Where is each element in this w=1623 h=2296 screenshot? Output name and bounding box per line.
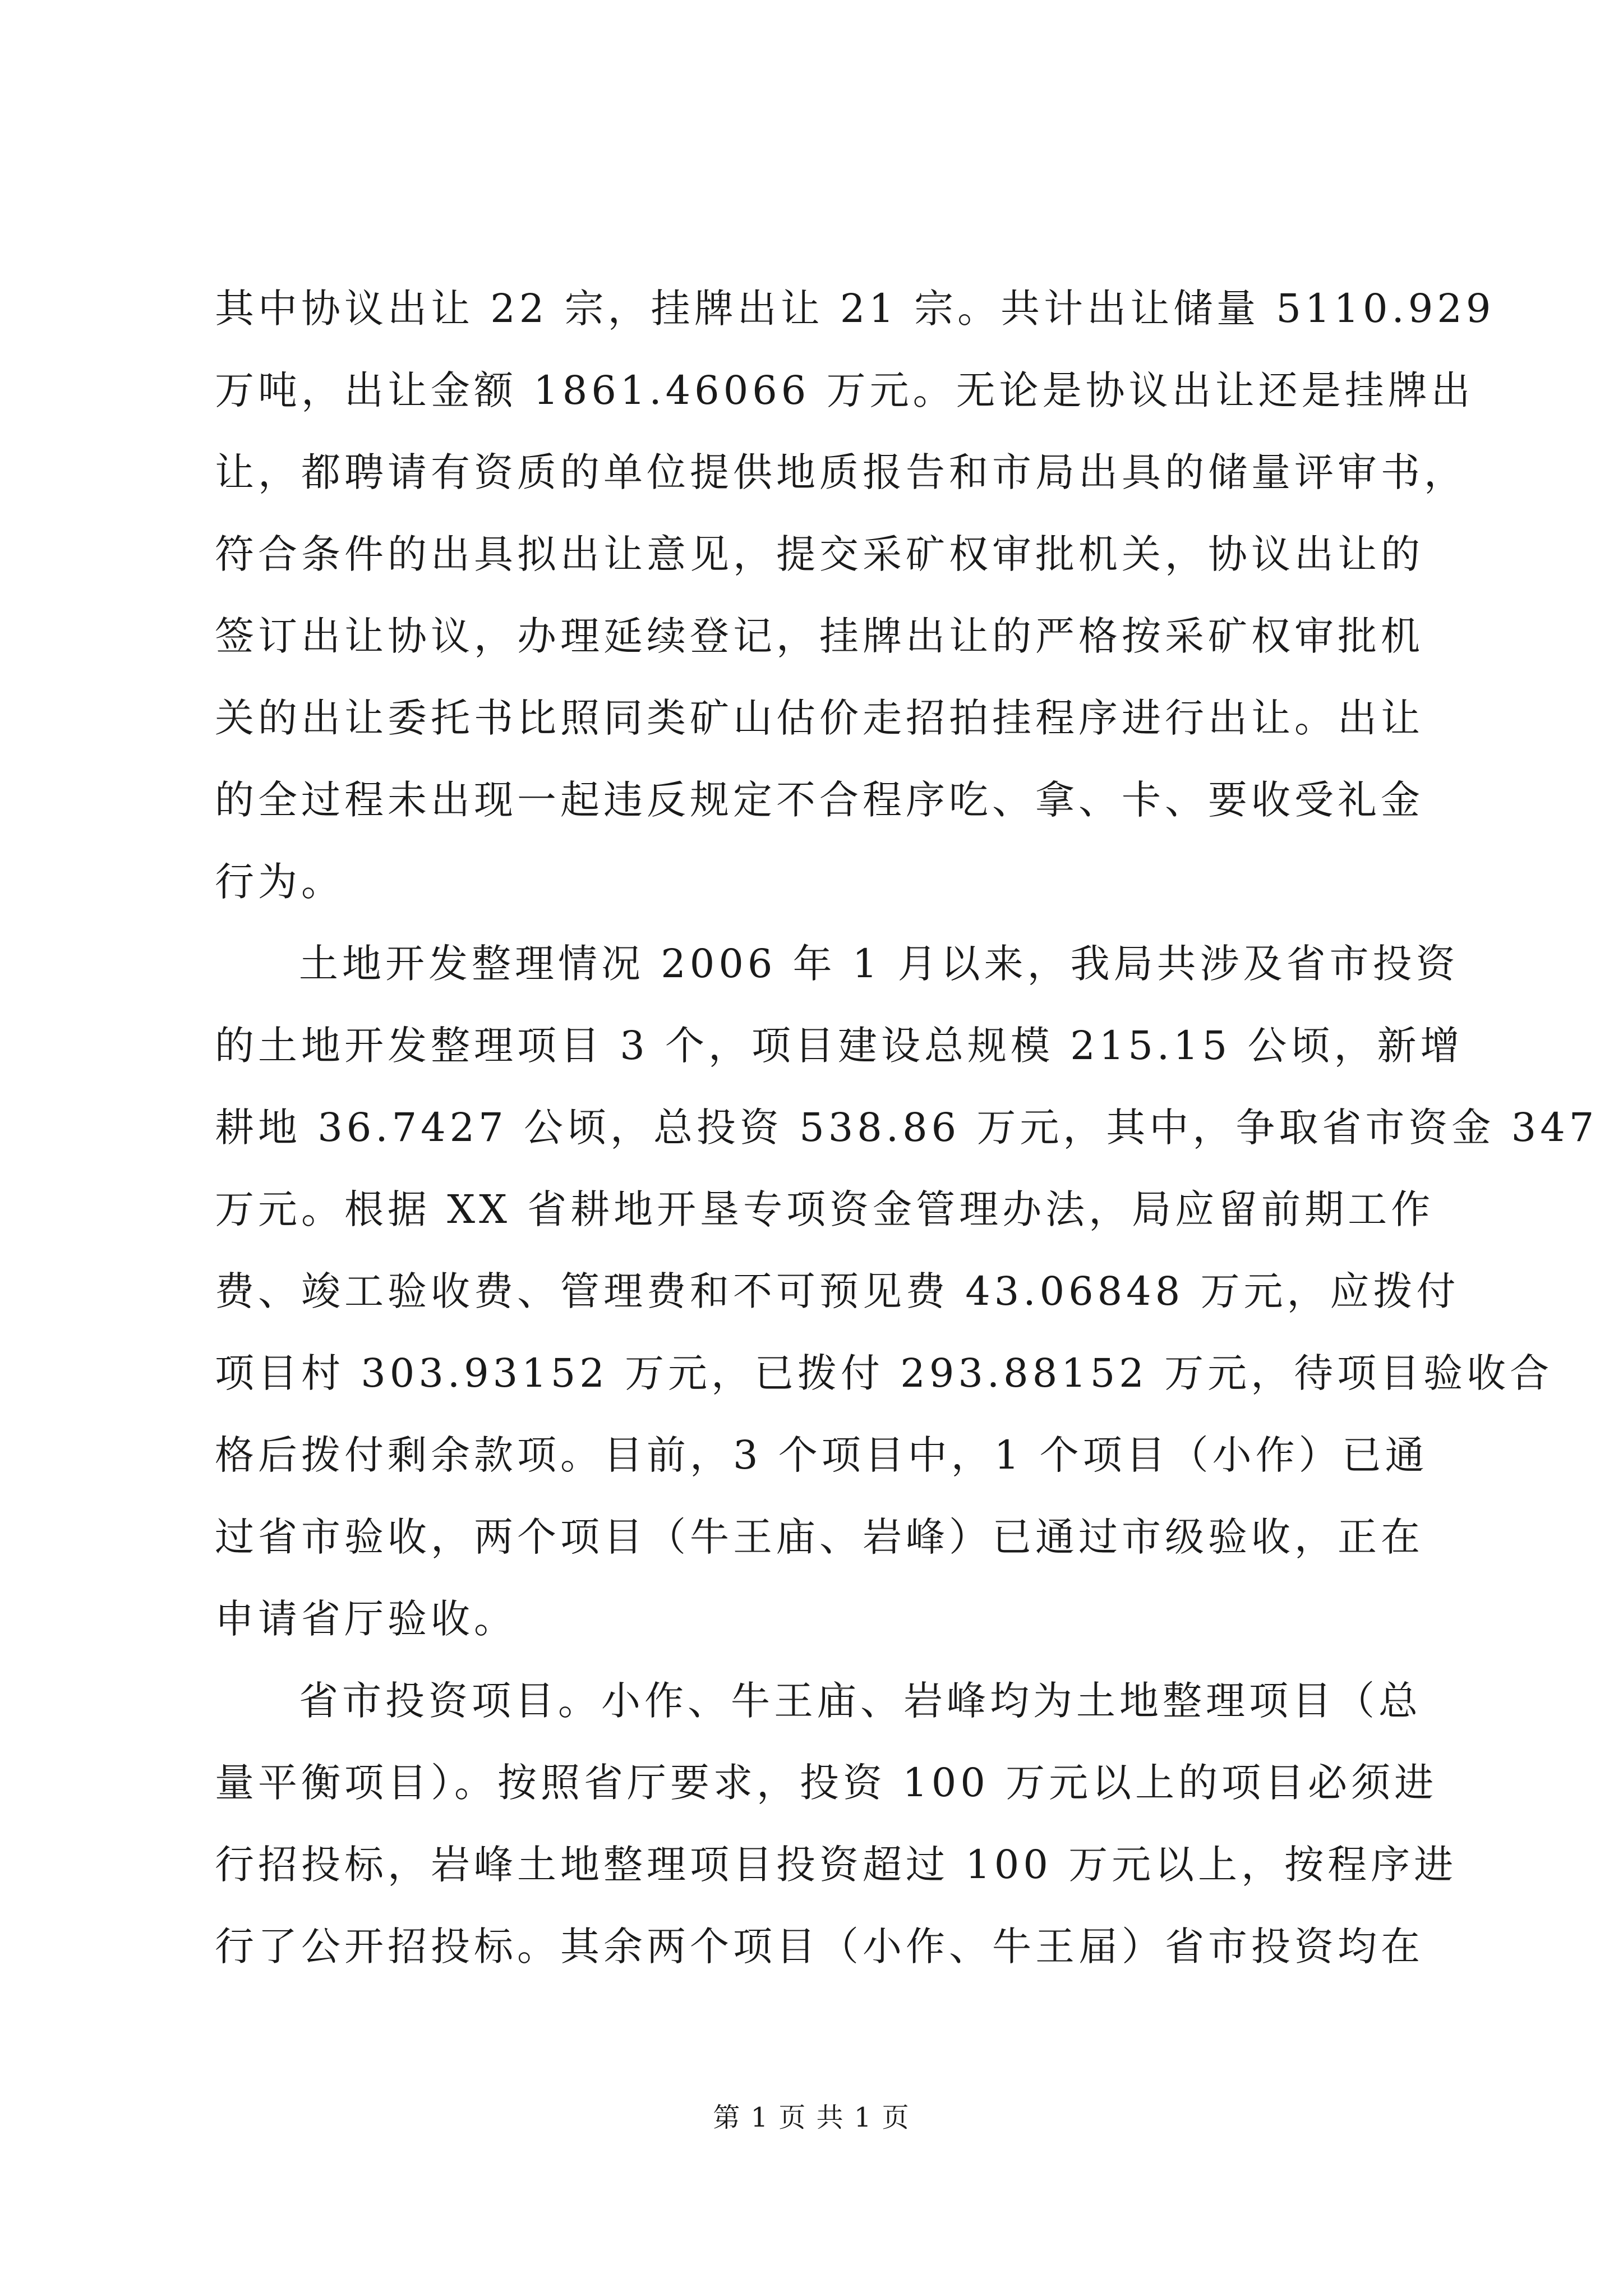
text-line: 申请省厅验收。 [215,1596,517,1642]
body-text [215,268,1598,1987]
text-line: 的全过程未出现一起违反规定不合程序吃、拿、卡、要收受礼金 [215,777,1424,823]
text-line: 行招投标，岩峰土地整理项目投资超过 100 万元以上，按程序进 [215,1842,1458,1888]
text-line: 符合条件的出具拟出让意见，提交采矿权审批机关，协议出让的 [215,531,1424,577]
paragraph-2 [215,923,1598,1660]
text-line: 过省市验收，两个项目（牛王庙、岩峰）已通过市级验收，正在 [215,1514,1424,1560]
text-line: 让，都聘请有资质的单位提供地质报告和市局出具的储量评审书， [215,449,1467,495]
text-line: 的土地开发整理项目 3 个，项目建设总规模 215.15 公顷，新增 [215,1023,1464,1069]
text-line: 费、竣工验收费、管理费和不可预见费 43.06848 万元，应拨付 [215,1268,1460,1314]
text-line: 签订出让协议，办理延续登记，挂牌出让的严格按采矿权审批机 [215,613,1424,659]
text-line: 项目村 303.93152 万元，已拨付 293.88152 万元，待项目验收合 [215,1350,1553,1396]
text-line: 行为。 [215,859,344,905]
paragraph-3 [215,1660,1458,1987]
text-line: 行了公开招投标。其余两个项目（小作、牛王届）省市投资均在 [215,1924,1424,1970]
page-footer: 第 1 页 共 1 页 [713,2102,910,2133]
text-line: 量平衡项目）。按照省厅要求，投资 100 万元以上的项目必须进 [215,1760,1438,1806]
text-line: 耕地 36.7427 公顷，总投资 538.86 万元，其中，争取省市资金 347 [215,1105,1598,1151]
text-line: 其中协议出让 22 宗，挂牌出让 21 宗。共计出让储量 5110.929 [215,286,1495,332]
text-line: 关的出让委托书比照同类矿山估价走招拍挂程序进行出让。出让 [215,695,1424,741]
text-line: 省市投资项目。小作、牛王庙、岩峰均为土地整理项目（总 [299,1678,1422,1724]
text-line: 万吨，出让金额 1861.46066 万元。无论是协议出让还是挂牌出 [215,367,1474,413]
text-line: 土地开发整理情况 2006 年 1 月以来，我局共涉及省市投资 [299,941,1459,987]
text-line: 格后拨付剩余款项。目前，3 个项目中，1 个项目（小作）已通 [215,1432,1428,1478]
text-line: 万元。根据 XX 省耕地开垦专项资金管理办法，局应留前期工作 [215,1186,1435,1232]
paragraph-1 [215,268,1495,923]
